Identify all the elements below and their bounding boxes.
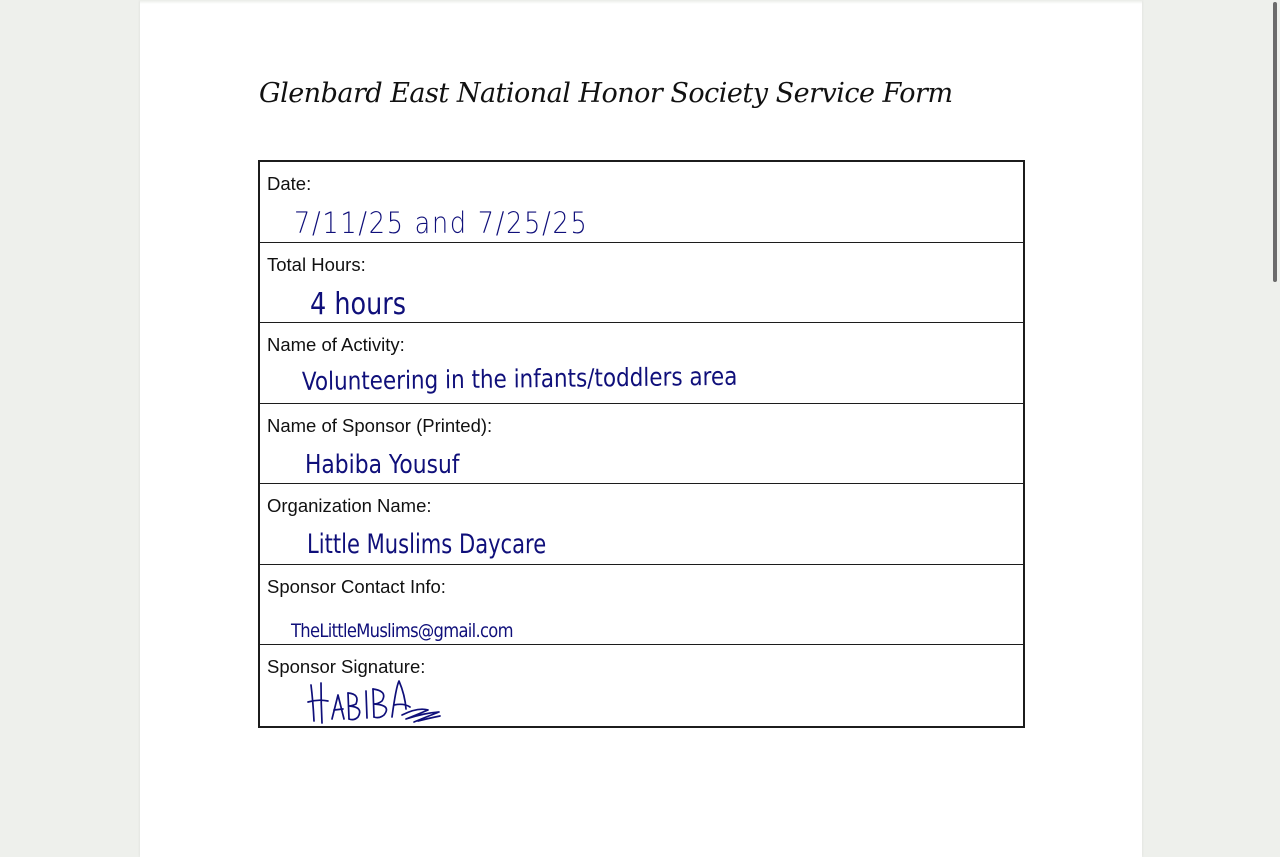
sponsor-name-value: Habiba Yousuf: [305, 449, 460, 480]
organization-row: [260, 484, 1023, 565]
page-edge: [140, 0, 1142, 4]
service-form-table: [258, 160, 1025, 728]
date-label: Date:: [267, 173, 312, 194]
sponsor-name-label: Name of Sponsor (Printed):: [267, 414, 493, 436]
total-hours-label: Total Hours:: [267, 253, 366, 275]
scrollbar-track[interactable]: [1268, 0, 1280, 857]
total-hours-value: 4 hours: [310, 286, 407, 322]
sponsor-signature: [306, 677, 446, 727]
sponsor-contact-label: Sponsor Contact Info:: [267, 575, 446, 597]
sponsor-name-row: [260, 404, 1023, 485]
sponsor-contact-row: [260, 565, 1023, 646]
organization-label: Organization Name:: [267, 495, 432, 516]
activity-label: Name of Activity:: [267, 334, 405, 355]
sponsor-signature-label: Sponsor Signature:: [267, 656, 426, 677]
activity-value: Volunteering in the infants/toddlers area: [301, 361, 738, 396]
organization-value: Little Muslims Daycare: [307, 529, 547, 560]
sponsor-signature-row: [260, 645, 1023, 726]
date-row: [260, 162, 1023, 243]
date-value: 7/11/25 and 7/25/25: [294, 206, 589, 240]
scrollbar-thumb[interactable]: [1273, 2, 1277, 282]
form-title: Glenbard East National Honor Society Service Form: [259, 78, 953, 109]
total-hours-row: [260, 243, 1023, 324]
activity-row: [260, 323, 1023, 404]
sponsor-contact-value: TheLittleMuslims@gmail.com: [291, 619, 513, 642]
